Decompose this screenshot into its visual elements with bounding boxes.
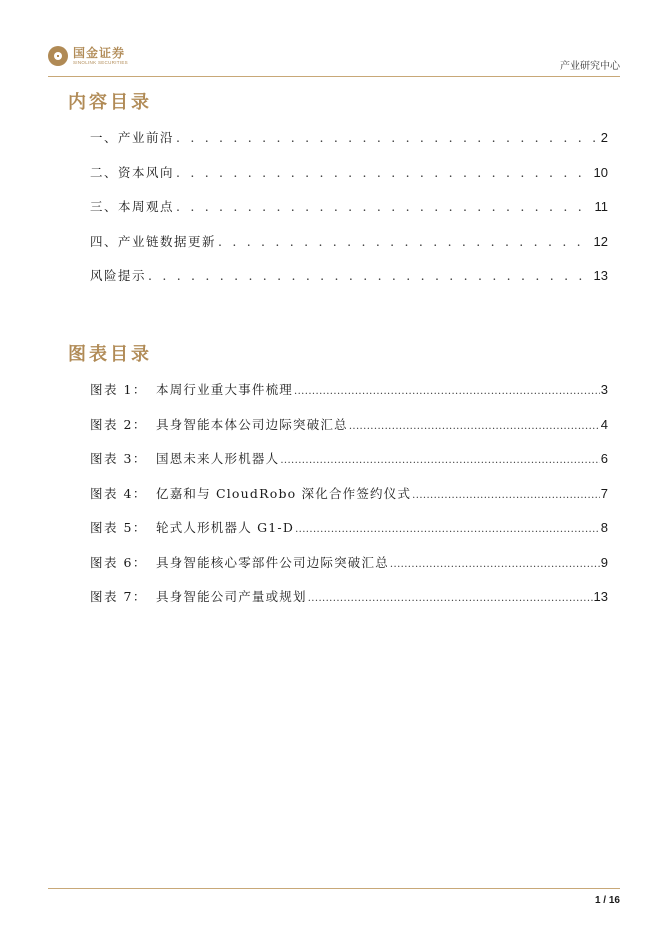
figure-item[interactable] [90, 380, 608, 415]
toc-item-label: 一、产业前沿 [90, 130, 175, 145]
brand-logo [48, 46, 128, 66]
figure-number: 图表 4： [90, 485, 147, 501]
toc-leader-dots [176, 197, 588, 217]
toc-item-label: 四、产业链数据更新 [90, 233, 217, 249]
figure-item[interactable] [90, 484, 608, 519]
footer-divider [48, 888, 620, 889]
toc-item[interactable] [90, 266, 608, 301]
figure-caption: 亿嘉和与 CloudRobo 深化合作签约仪式 [156, 485, 412, 501]
toc-title: 内容目录 [68, 92, 152, 113]
toc-leader-dots [218, 232, 588, 252]
figure-leader-dots [412, 486, 600, 506]
figure-caption: 具身智能公司产量或规划 [156, 589, 307, 604]
toc-item-page: 13 [593, 268, 608, 283]
toc-leader-dots [176, 128, 595, 148]
figure-item[interactable] [90, 518, 608, 553]
toc-item-label: 二、资本风向 [90, 164, 175, 180]
figure-caption: 具身智能核心零部件公司边际突破汇总 [156, 554, 389, 570]
figure-page: 7 [600, 485, 608, 501]
logo-english-name: SINOLINK SECURITIES [73, 59, 128, 65]
figure-leader-dots [295, 520, 600, 540]
figure-number: 图表 3： [90, 451, 147, 466]
figure-number: 图表 2： [90, 416, 147, 432]
logo-chinese-name: 国金证券 [73, 45, 126, 60]
figure-item[interactable] [90, 415, 608, 450]
page-number: 1 / 16 [594, 895, 620, 906]
toc-item-page: 11 [594, 199, 608, 214]
logo-coin-icon [48, 46, 68, 66]
figure-page: 9 [600, 554, 608, 570]
toc-item[interactable] [90, 197, 608, 232]
figure-number: 图表 5： [90, 520, 147, 535]
page-header [48, 44, 620, 78]
figure-number: 图表 7： [90, 589, 147, 604]
figure-leader-dots [349, 417, 600, 437]
figure-caption: 国恩未来人形机器人 [156, 451, 280, 466]
toc-item[interactable] [90, 232, 608, 267]
figure-leader-dots [390, 555, 600, 575]
toc-leader-dots [148, 266, 588, 286]
toc-leader-dots [176, 163, 588, 183]
figure-number: 图表 1： [90, 382, 147, 397]
toc-item-page: 10 [593, 164, 608, 180]
figure-page: 6 [600, 451, 608, 466]
figure-item[interactable] [90, 553, 608, 588]
figure-item[interactable] [90, 449, 608, 484]
figure-number: 图表 6： [90, 554, 147, 570]
figures-title: 图表目录 [68, 344, 152, 365]
figure-leader-dots [280, 451, 599, 471]
figure-caption: 轮式人形机器人 G1-D [156, 520, 295, 535]
figure-page: 4 [600, 416, 608, 432]
figure-caption: 本周行业重大事件梳理 [156, 382, 294, 397]
figures-list [90, 380, 608, 622]
toc-list [90, 128, 608, 301]
toc-item-page: 2 [600, 130, 608, 145]
figure-page: 8 [600, 520, 608, 535]
toc-item[interactable] [90, 128, 608, 163]
toc-item-label: 三、本周观点 [90, 199, 175, 214]
toc-item-page: 12 [593, 233, 608, 249]
figure-item[interactable] [90, 587, 608, 622]
figure-page: 3 [600, 382, 608, 397]
figure-leader-dots [308, 589, 593, 609]
figure-caption: 具身智能本体公司边际突破汇总 [156, 416, 348, 432]
figure-page: 13 [593, 589, 608, 604]
header-department: 产业研究中心 [560, 61, 620, 72]
header-divider [48, 76, 620, 77]
toc-item-label: 风险提示 [90, 268, 147, 283]
figure-leader-dots [294, 382, 600, 402]
toc-item[interactable] [90, 163, 608, 198]
